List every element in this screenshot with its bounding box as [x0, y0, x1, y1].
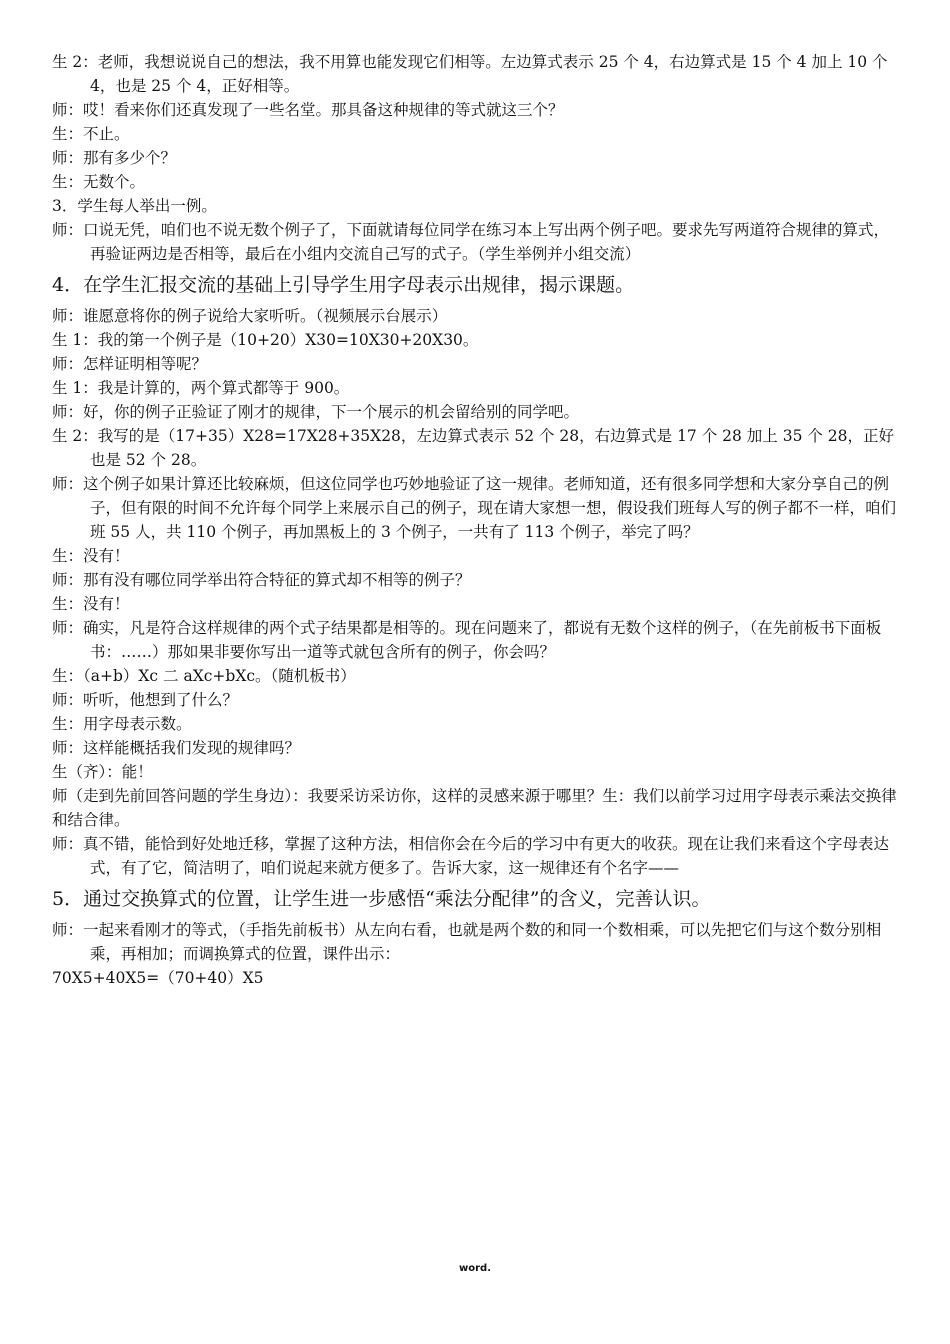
dialogue-paragraph: 师：那有没有哪位同学举出符合特征的算式却不相等的例子？	[52, 571, 471, 589]
dialogue-paragraph: 生：用字母表示数。	[52, 715, 192, 733]
dialogue-paragraph: 生：没有！	[52, 547, 130, 565]
dialogue-paragraph: 师：听听，他想到了什么？	[52, 691, 239, 709]
dialogue-paragraph: 师：真不错，能恰到好处地迁移，掌握了这种方法，相信你会在今后的学习中有更大的收获。现在让我们来看这个字母表达式，有了它，简洁明了，咱们说起来就方便多了。告诉大家，这一规律还有个名字——	[52, 835, 890, 877]
dialogue-paragraph: 师：确实，凡是符合这样规律的两个式子结果都是相等的。现在问题来了，都说有无数个这样的例子，（在先前板书下面板书：……）那如果非要你写出一道等式就包含所有的例子，你会吗？	[52, 619, 882, 661]
dialogue-paragraph: 师：一起来看刚才的等式，（手指先前板书）从左向右看，也就是两个数的和同一个数相乘，可以先把它们与这个数分别相乘，再相加；而调换算式的位置，课件出示：	[52, 921, 882, 963]
dialogue-paragraph: 3．学生每人举出一例。	[52, 197, 217, 215]
dialogue-paragraph: 生 2：我写的是（17+35）X28=17X28+35X28，左边算式表示 52 个 28，右边算式是 17 个 28 加上 35 个 28，正好也是 52 个 28。	[52, 427, 895, 469]
dialogue-paragraph: 生 1：我的第一个例子是（10+20）X30=10X30+20X30。	[52, 331, 479, 349]
dialogue-paragraph: 师：好，你的例子正验证了刚才的规律，下一个展示的机会留给别的同学吧。	[52, 403, 580, 421]
dialogue-paragraph: 师：口说无凭，咱们也不说无数个例子了，下面就请每位同学在练习本上写出两个例子吧。要求先写两道符合规律的算式，再验证两边是否相等，最后在小组内交流自己写的式子。（学生举例并小组交流）	[52, 221, 890, 263]
dialogue-paragraph: 生 1：我是计算的，两个算式都等于 900。	[52, 379, 350, 397]
dialogue-paragraph: 生（齐）：能！	[52, 763, 153, 781]
dialogue-paragraph: 生：不止。	[52, 125, 130, 143]
document-body	[52, 50, 900, 990]
dialogue-paragraph: 师（走到先前回答问题的学生身边）：我要采访采访你，这样的灵感来源于哪里？生：我们以前学习过用字母表示乘法交换律和结合律。	[52, 787, 897, 829]
dialogue-paragraph: 生：（a+b）Xc 二 aXc+bXc。（随机板书）	[52, 667, 356, 685]
dialogue-paragraph: 师：那有多少个？	[52, 149, 177, 167]
dialogue-paragraph: 师：谁愿意将你的例子说给大家听听。（视频展示台展示）	[52, 307, 448, 325]
section-heading: 5．通过交换算式的位置，让学生进一步感悟“乘法分配律”的含义，完善认识。	[52, 888, 711, 910]
dialogue-paragraph: 师：这样能概括我们发现的规律吗？	[52, 739, 301, 757]
dialogue-paragraph: 生：没有！	[52, 595, 130, 613]
dialogue-paragraph: 师：哎！看来你们还真发现了一些名堂。那具备这种规律的等式就这三个？	[52, 101, 564, 119]
dialogue-paragraph: 师：怎样证明相等呢？	[52, 355, 208, 373]
section-heading: 4．在学生汇报交流的基础上引导学生用字母表示出规律，揭示课题。	[52, 274, 635, 296]
dialogue-paragraph: 师：这个例子如果计算还比较麻烦，但这位同学也巧妙地验证了这一规律。老师知道，还有很多同学想和大家分享自己的例子，但有限的时间不允许每个同学上来展示自己的例子，现在请大家想一想，假设我们班每人写的例子都不一样，咱们班 55 人，共 110 个例子，再加黑板上的 3 个例子，一共有了 113 个例子，举完了吗？	[52, 475, 897, 541]
dialogue-paragraph: 70X5+40X5=（70+40）X5	[52, 969, 264, 987]
dialogue-paragraph: 生：无数个。	[52, 173, 146, 191]
dialogue-paragraph: 生 2：老师，我想说说自己的想法，我不用算也能发现它们相等。左边算式表示 25 个 4，右边算式是 15 个 4 加上 10 个 4，也是 25 个 4，正好相等。	[52, 53, 888, 95]
page-footer: word.	[459, 1263, 491, 1274]
